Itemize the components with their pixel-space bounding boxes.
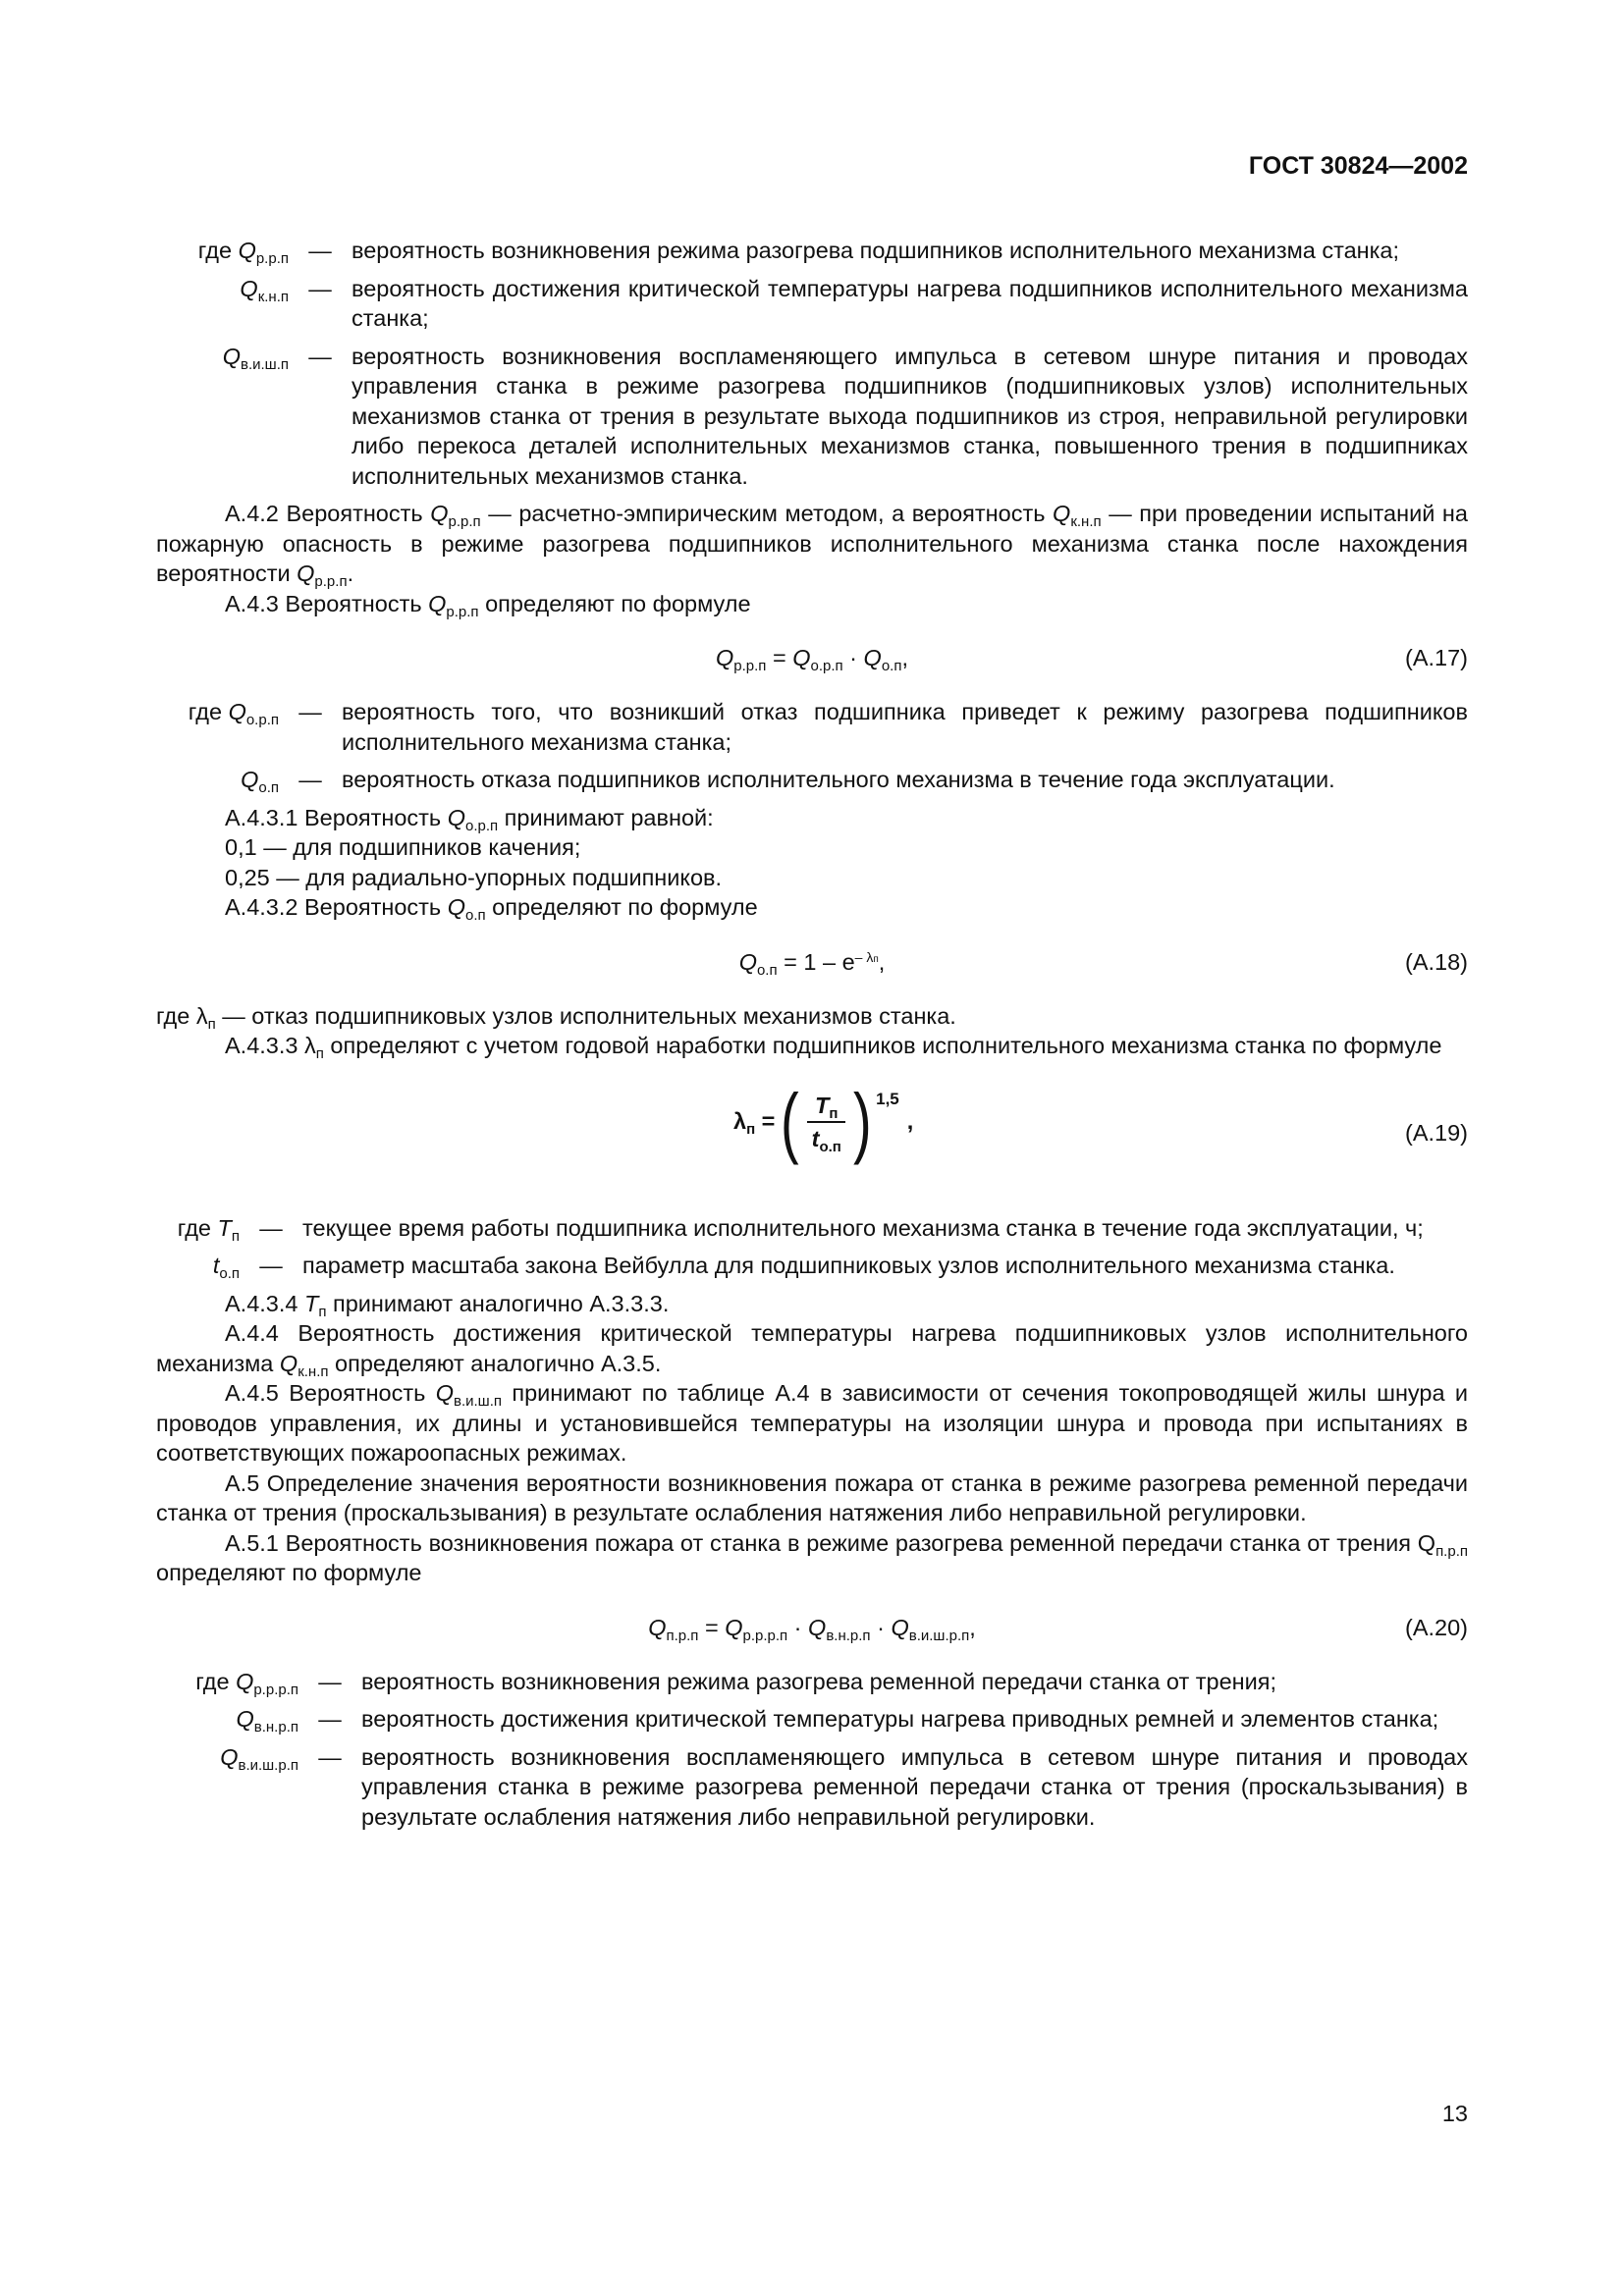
definition-item: $Q_{в.н.р.п}$ — вероятность достижения критической температуры нагрева приводных ремней и элементов станка; xyxy=(236,1706,1439,1735)
page-number: 13 xyxy=(1441,2101,1468,2126)
formula-number: (А.20) xyxy=(1405,1614,1468,1640)
definition-item: $Q_{в.и.ш.п}$ — вероятность возникновения воспламеняющего импульса в сетевом шнуре питания и проводах управления станка в режиме разогрева подшипников (подшипниковых узлов) исполнительных механизмов станка от трения в результате выхода подшипников из строя, неправильной регулировки либо перекоса деталей исполнительных механизмов станка, повышенного трения в подшипниках исполнительных механизмов станка. xyxy=(222,343,1468,489)
definition-item: $Q_{в.и.ш.р.п}$ — вероятность возникновения воспламеняющего импульса в сетевом шнуре питания и проводах управления станка в режиме разогрева ременной передачи станка от трения (проскальзывания) в результате ослабления натяжения либо неправильной регулировки. xyxy=(220,1743,1468,1830)
document-header: ГОСТ 30824—2002 xyxy=(1248,152,1468,180)
paragraph-a431: А.4.3.1 Вероятность $Q_{о.р.п}$ принимают равной: xyxy=(225,804,714,834)
formula-a17: $Q_{р.р.п} = Q_{о.р.п} \cdot Q_{о.п}$, (А.17) xyxy=(156,618,1468,697)
paragraph-a45: А.4.5 Вероятность $Q_{в.и.ш.п}$ принимают по таблице А.4 в зависимости от сечения токопроводящей жилы шнура и проводов управления, их длины и установившейся температуры на изоляции шнура и провода при испытаниях в соответствующих пожароопасных режимах. xyxy=(156,1380,1469,1466)
paragraph-a5: А.5 Определение значения вероятности возникновения пожара от станка в режиме разогрева ременной передачи станка от трения (проскальзывания) в результате ослабления натяжения либо неправильной регулировки. xyxy=(156,1469,1468,1525)
formula-a19: $\lambda_п$ = ( $\frac{T_п}{t_{о.п}}$ ) 1,5 , (А.19) xyxy=(733,1077,1468,1165)
right-paren: ) xyxy=(853,1077,873,1165)
definition-item: где $T_п$ — текущее время работы подшипника исполнительного механизма станка в течение года эксплуатации, ч; xyxy=(177,1214,1424,1245)
paragraph-a44: А.4.4 Вероятность достижения критической температуры нагрева подшипниковых узлов исполнительного механизма $Q_{к.н.п}$ определяют аналогично А.3.5. xyxy=(156,1320,1468,1380)
left-paren: ( xyxy=(781,1077,800,1165)
definition-item: где $Q_{о.р.п}$ — вероятность того, что возникший отказ подшипника приведет к режиму разогрева подшипников исполнительного механизма станка; xyxy=(188,699,1468,755)
formula-number: (А.17) xyxy=(1405,645,1468,670)
formula-a18: $Q_{о.п} = 1 - e^{- \lambda п}$, (А.18) xyxy=(156,923,1468,1001)
definition-item: $t_{о.п}$ — параметр масштаба закона Вейбулла для подшипниковых узлов исполнительного механизма станка. xyxy=(212,1253,1395,1282)
formula-number: (А.18) xyxy=(1405,948,1468,975)
definition-item: $Q_{к.н.п}$ — вероятность достижения критической температуры нагрева подшипников исполнительного механизма станка; xyxy=(240,275,1468,331)
paragraph-a433: А.4.3.3 $\lambda_п$ определяют с учетом годовой наработки подшипников исполнительного механизма станка по формуле xyxy=(225,1033,1442,1062)
list-item: 0,1 — для подшипников качения; xyxy=(225,834,581,860)
document-body xyxy=(156,236,1468,1840)
definition-item: где $Q_{р.р.р.п}$ — вероятность возникновения режима разогрева ременной передачи станка от трения; xyxy=(195,1668,1277,1698)
formula-a20: $Q_{п.р.п} = Q_{р.р.р.п} \cdot Q_{в.н.р.п} \cdot Q_{в.и.ш.р.п}$, (А.20) xyxy=(156,1588,1468,1667)
fraction: $\frac{T_п}{t_{о.п}}$ xyxy=(807,1090,845,1154)
definition-item: где $Q_{р.р.п}$ — вероятность возникновения режима разогрева подшипников исполнительного механизма станка; xyxy=(197,238,1400,267)
paragraph-a42: А.4.2 Вероятность $Q_{р.р.п}$ — расчетно-эмпирическим методом, а вероятность $Q_{к.н.п}$ — при проведении испытаний на пожарную опасность в режиме разогрева подшипников исполнительного механизма станка после нахождения вероятности $Q_{р.р.п}$. xyxy=(156,501,1468,590)
formula-number: (А.19) xyxy=(1405,1119,1468,1146)
definition-item: $Q_{о.п}$ — вероятность отказа подшипников исполнительного механизма в течение года эксплуатации. xyxy=(241,767,1335,796)
paragraph-a434: А.4.3.4 $T_п$ принимают аналогично А.3.3.3. xyxy=(225,1290,670,1320)
paragraph-lambda: где $\lambda_п$ — отказ подшипниковых узлов исполнительных механизмов станка. xyxy=(156,1002,956,1033)
paragraph-a51: А.5.1 Вероятность возникновения пожара от станка в режиме разогрева ременной передачи станка от трения $Q_{п.р.п}$ определяют по формуле xyxy=(156,1529,1468,1585)
paragraph-a432: А.4.3.2 Вероятность $Q_{о.п}$ определяют по формуле xyxy=(225,894,758,924)
paragraph-a43: А.4.3 Вероятность $Q_{р.р.п}$ определяют по формуле xyxy=(225,590,751,620)
list-item: 0,25 — для радиально-упорных подшипников. xyxy=(225,864,723,890)
